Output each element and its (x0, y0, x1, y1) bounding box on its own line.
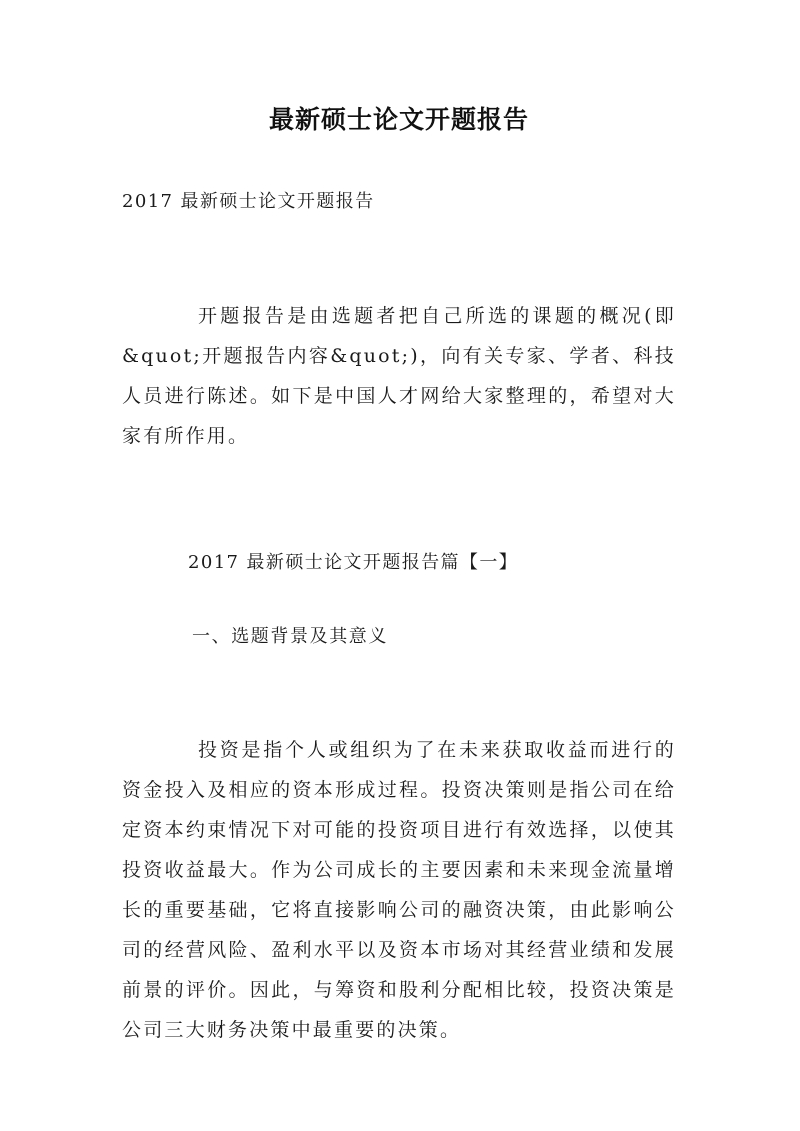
section-heading: 2017 最新硕士论文开题报告篇【一】 (188, 552, 519, 573)
sub-heading: 一、选题背景及其意义 (192, 626, 388, 647)
document-title: 最新硕士论文开题报告 (268, 105, 529, 134)
body-paragraph: 投资是指个人或组织为了在未来获取收益而进行的资金投入及相应的资本形成过程。投资决策则是指公司在给定资本约束情况下对可能的投资项目进行有效选择，以使其投资收益最大。作为公司成长的主要因素和未来现金流量增长的重要基础，它将直接影响公司的融资决策，由此影响公司的经营风险、盈利水平以及资本市场对其经营业绩和发展前景的评价。因此，与筹资和股利分配相比较，投资决策是公司三大财务决策中最重要的决策。 (122, 739, 676, 1041)
intro-paragraph: 开题报告是由选题者把自己所选的课题的概况(即&quot;开题报告内容&quot;)，向有关专家、学者、科技人员进行陈述。如下是中国人才网给大家整理的，希望对大家有所作用。 (122, 305, 676, 447)
document-subtitle: 2017 最新硕士论文开题报告 (122, 191, 375, 212)
